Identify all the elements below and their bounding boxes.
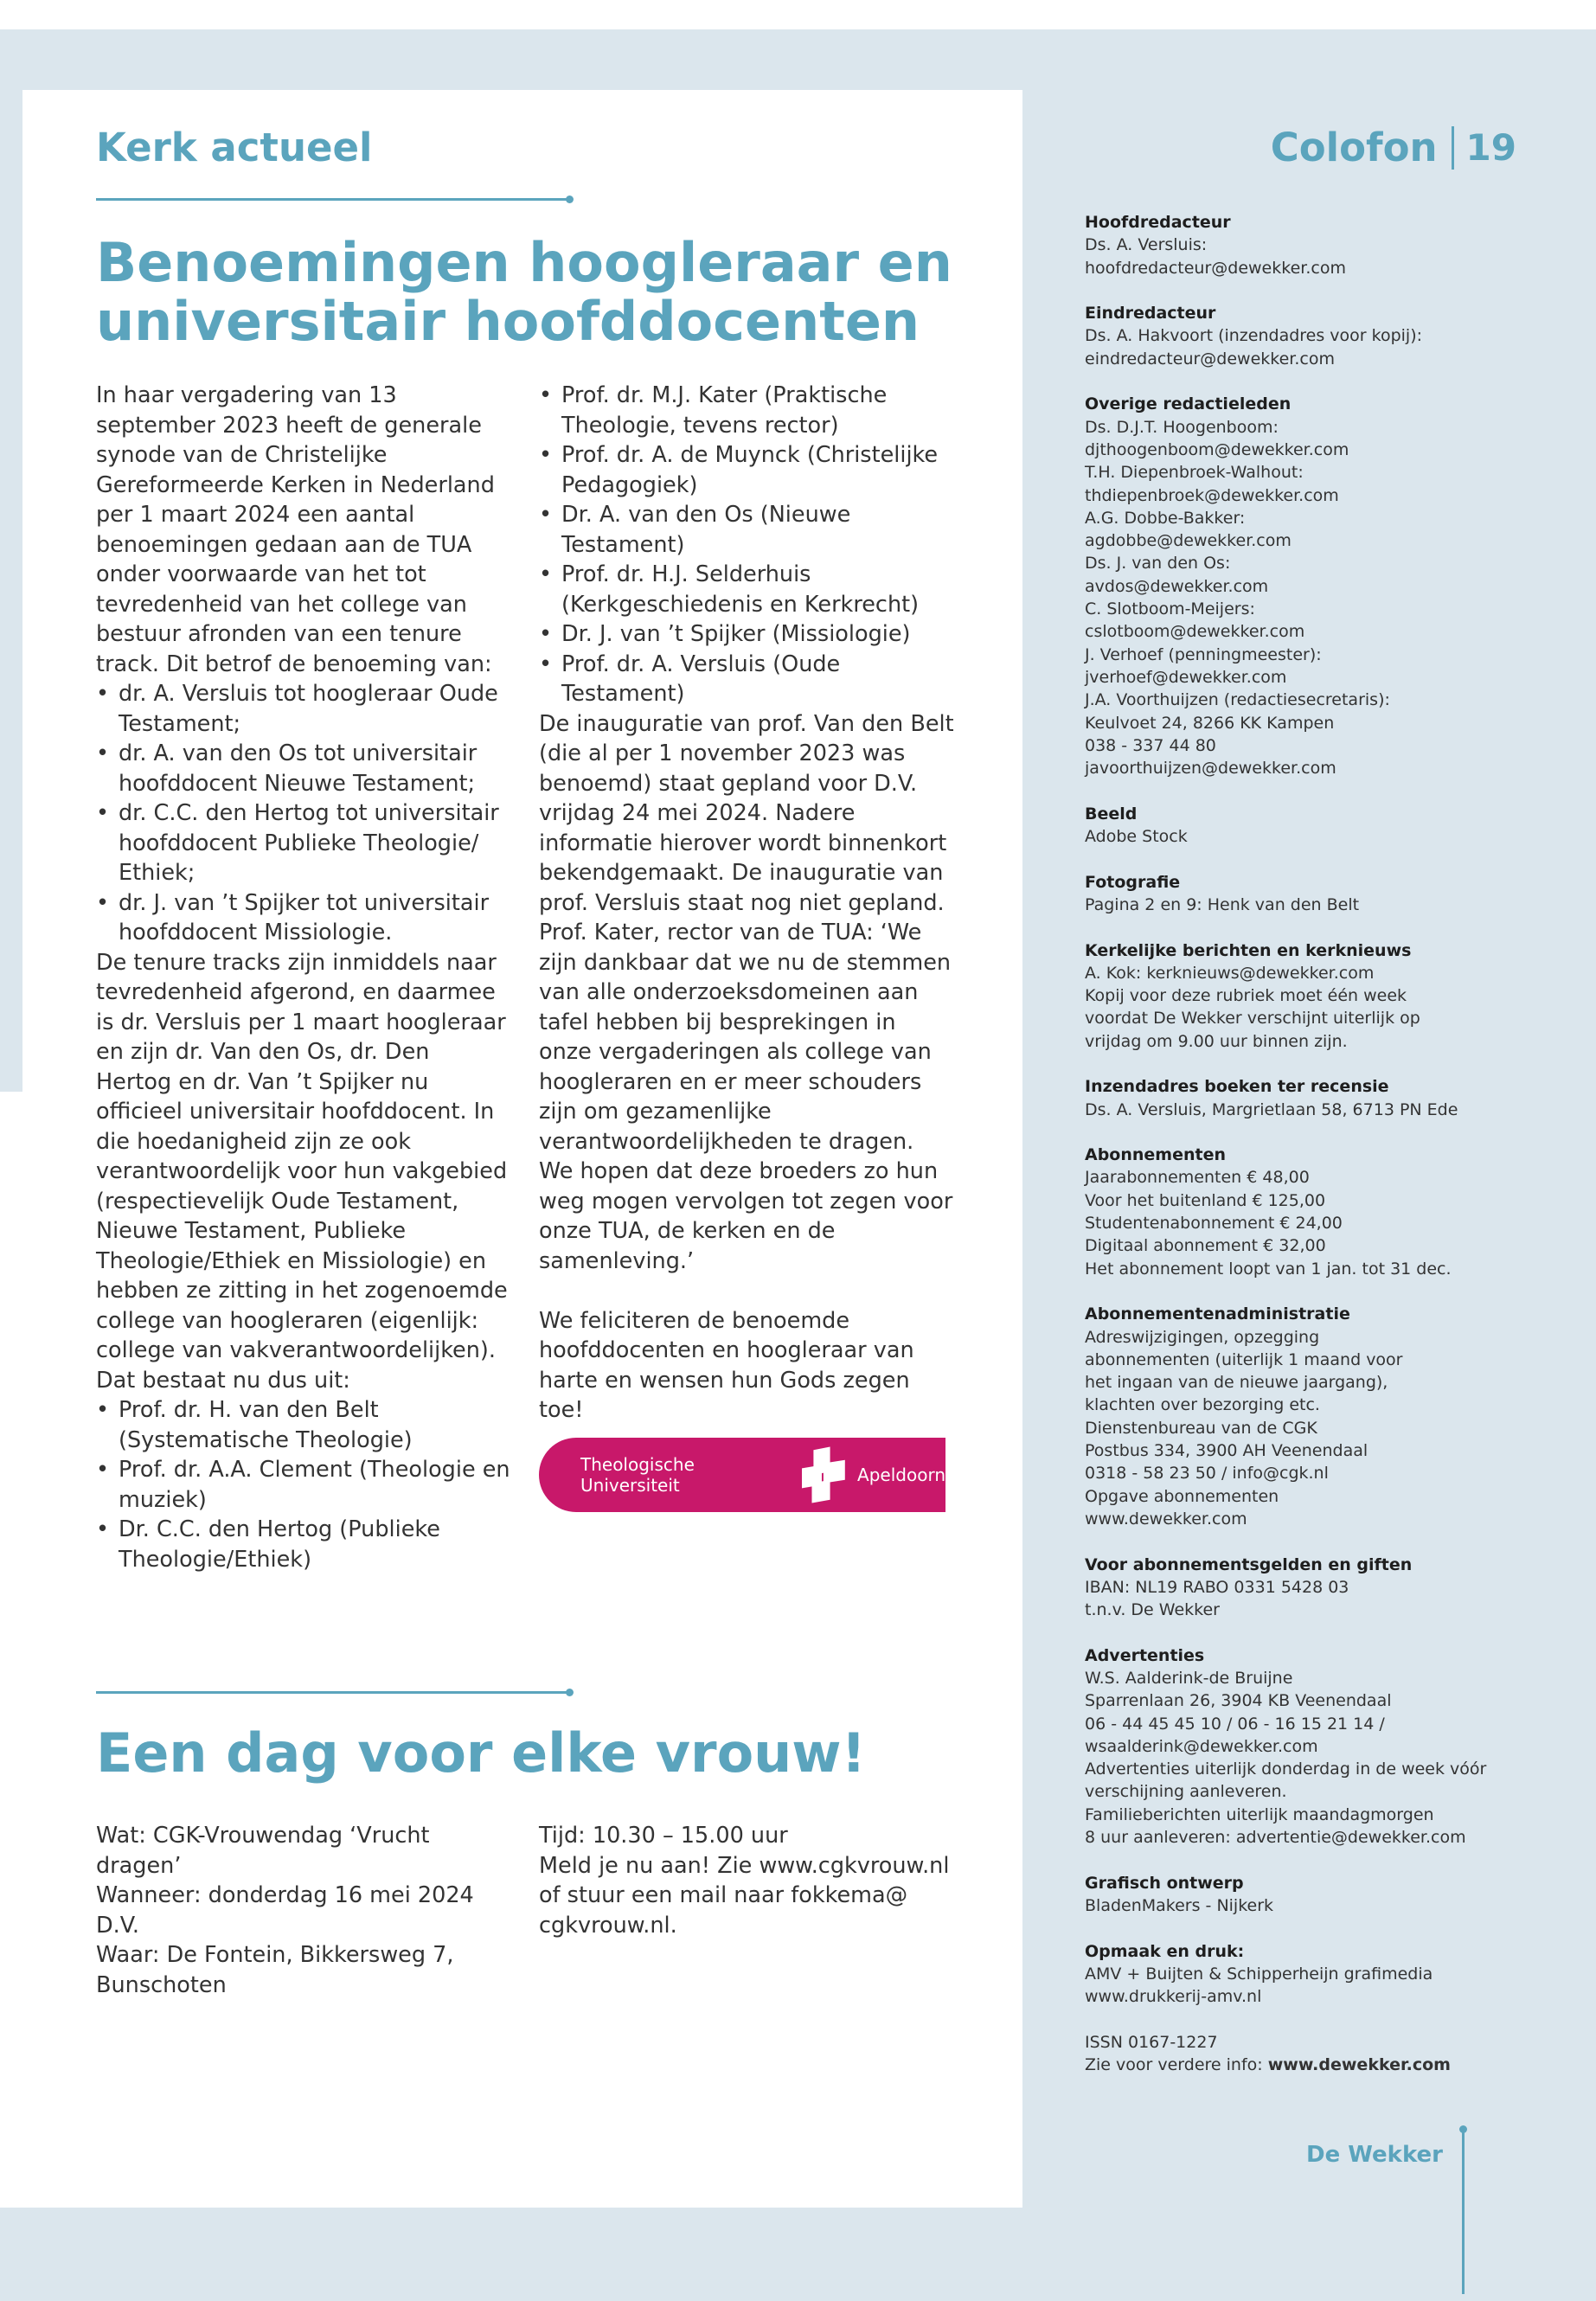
bullet-list [539, 381, 954, 709]
colofon-line: 06 - 44 45 45 10 / 06 - 16 15 21 14 / [1085, 1714, 1385, 1734]
colofon-block [1085, 871, 1517, 917]
tua-logo-left-text: Theologische Universiteit [580, 1454, 695, 1496]
footer-line [1462, 2130, 1465, 2294]
colofon-panel [1085, 211, 1517, 2076]
colofon-line: W.S. Aalderink-de Bruijne [1085, 1669, 1293, 1688]
colofon-heading: Opmaak en druk: [1085, 1941, 1245, 1961]
colofon-heading: Abonnementenadministratie [1085, 1304, 1350, 1324]
bullet-list [96, 1395, 511, 1574]
colofon-line: agdobbe@dewekker.com [1085, 531, 1292, 551]
colofon-line: J. Verhoef (penningmeester): [1085, 644, 1322, 664]
colofon-line: Ds. D.J.T. Hoogenboom: [1085, 417, 1279, 437]
list-item: • Dr. A. van den Os (Nieuwe Testament) [539, 500, 954, 560]
list-item: • Prof. dr. M.J. Kater (Praktische Theologie, tevens rector) [539, 381, 954, 440]
colofon-block [1085, 211, 1517, 279]
list-item: • Dr. J. van ’t Spijker (Missiologie) [539, 619, 954, 650]
colofon-line: Ds. J. van den Os: [1085, 554, 1231, 574]
colofon-block [1085, 1075, 1517, 1121]
paragraph-spacer [539, 1276, 954, 1306]
divider-rule [96, 198, 570, 201]
colofon-block [1085, 1644, 1517, 1849]
article-column-1 [96, 381, 511, 1574]
colofon-line: thdiepenbroek@dewekker.com [1085, 485, 1339, 505]
paragraph: Wanneer: donderdag 16 mei 2024 D.V. [96, 1882, 474, 1939]
list-item: • Prof. dr. A.A. Clement (Theologie en muziek) [96, 1455, 511, 1515]
paragraph: Dat bestaat nu dus uit: [96, 1367, 350, 1394]
colofon-line: Adreswijzigingen, opzegging [1085, 1327, 1320, 1347]
list-item: • dr. A. Versluis tot hoogleraar Oude Testament; [96, 679, 511, 739]
colofon-line: ISSN 0167-1227 [1085, 2032, 1218, 2052]
colofon-line: Studentenabonnement € 24,00 [1085, 1214, 1343, 1234]
list-item: • dr. C.C. den Hertog tot universitair hoofddocent Publieke Theologie/ Ethiek; [96, 798, 511, 888]
colofon-line: Advertenties uiterlijk donderdag in de week vóór [1085, 1759, 1487, 1779]
event-details-column-1 [96, 1821, 511, 2000]
colofon-block [1085, 393, 1517, 779]
colofon-line: 8 uur aanleveren: advertentie@dewekker.com [1085, 1828, 1466, 1848]
colofon-line: javoorthuijzen@dewekker.com [1085, 759, 1336, 779]
colofon-line: avdos@dewekker.com [1085, 576, 1269, 596]
paragraph: De tenure tracks zijn inmiddels naar tevredenheid afgerond, en daarmee is dr. Versluis per 1 maart hoogleraar en zijn dr. Van den Os, dr. Den Hertog en dr. Van ’t Spijker nu officieel universitair hoofddocent. In die hoedanigheid zijn ze ook verantwoordelijk voor hun vakgebied (respectievelijk Oude Testament, Nieuwe Testament, Publieke Theologie/Ethiek en Missiologie) en hebben ze zitting in het zogenoemde college van hoogleraren (eigenlijk: college van vakverantwoordelijken). [96, 949, 508, 1363]
footer-brand: De Wekker [1306, 2142, 1443, 2168]
paragraph: Tijd: 10.30 – 15.00 uur [539, 1823, 788, 1849]
paragraph: We feliciteren de benoemde hoofddocenten en hoogleraar van harte en wensen hun Gods zegen toe! [539, 1307, 914, 1423]
left-stripe [0, 1092, 22, 2208]
paragraph: In haar vergadering van 13 september 2023 heeft de generale synode van de Christelijke Gereformeerde Kerken in Nederland per 1 maart 2024 een aantal benoemingen gedaan aan de TUA onder voorwaarde van het tot tevredenheid van het college van bestuur afronden van een tenure track. Dit betrof de benoeming van: [96, 382, 495, 677]
colofon-heading: Hoofdredacteur [1085, 213, 1231, 232]
title-separator [1452, 126, 1454, 170]
colofon-heading: Abonnementen [1085, 1145, 1227, 1165]
colofon-line: t.n.v. De Wekker [1085, 1600, 1220, 1620]
colofon-line: Dienstenbureau van de CGK [1085, 1418, 1317, 1438]
colofon-line: Postbus 334, 3900 AH Veenendaal [1085, 1441, 1368, 1461]
more-info-label: Zie voor verdere info: [1085, 2055, 1268, 2075]
colofon-line: Adobe Stock [1085, 827, 1188, 847]
colofon-line: BladenMakers - Nijkerk [1085, 1895, 1274, 1915]
colofon-line: Pagina 2 en 9: Henk van den Belt [1085, 894, 1360, 914]
colofon-block [1085, 1303, 1517, 1530]
colofon-title: Colofon [1270, 125, 1438, 170]
colofon-line: www.dewekker.com [1085, 1509, 1247, 1529]
colofon-heading: Beeld [1085, 804, 1138, 824]
colofon-block [1085, 803, 1517, 849]
colofon-header [1271, 125, 1516, 170]
list-item: • dr. A. van den Os tot universitair hoofddocent Nieuwe Testament; [96, 739, 511, 798]
section-label: Kerk actueel [96, 125, 373, 170]
colofon-line: abonnementen (uiterlijk 1 maand voor [1085, 1349, 1403, 1369]
colofon-line: T.H. Diepenbroek-Walhout: [1085, 463, 1304, 483]
colofon-heading: Overige redactieleden [1085, 394, 1292, 414]
colofon-line: www.drukkerij-amv.nl [1085, 1987, 1262, 2007]
colofon-line: het ingaan van de nieuwe jaargang), [1085, 1373, 1388, 1393]
paragraph: Wat: CGK-Vrouwendag ‘Vrucht dragen’ [96, 1823, 430, 1879]
colofon-line: IBAN: NL19 RABO 0331 5428 03 [1085, 1577, 1349, 1597]
colofon-line: voordat De Wekker verschijnt uiterlijk op [1085, 1009, 1420, 1029]
colofon-line: Ds. A. Hakvoort (inzendadres voor kopij): [1085, 326, 1423, 346]
divider-rule [96, 1691, 570, 1694]
colofon-line: A.G. Dobbe-Bakker: [1085, 508, 1246, 528]
colofon-line: verschijning aanleveren. [1085, 1782, 1287, 1802]
list-item: • Prof. dr. H. van den Belt (Systematische Theologie) [96, 1395, 511, 1455]
colofon-line: C. Slotboom-Meijers: [1085, 599, 1255, 619]
list-item: • Prof. dr. A. Versluis (Oude Testament) [539, 650, 954, 709]
colofon-more-info [1085, 2054, 1517, 2076]
colofon-heading: Kerkelijke berichten en kerknieuws [1085, 940, 1412, 960]
colofon-line: Jaarabonnementen € 48,00 [1085, 1168, 1310, 1188]
colofon-block [1085, 1144, 1517, 1280]
colofon-line: Voor het buitenland € 125,00 [1085, 1190, 1326, 1210]
colofon-line: hoofdredacteur@dewekker.com [1085, 258, 1346, 278]
colofon-line: jverhoef@dewekker.com [1085, 667, 1287, 687]
colofon-line: klachten over bezorging etc. [1085, 1395, 1320, 1415]
colofon-line: Ds. A. Versluis: [1085, 235, 1208, 255]
event-title: Een dag voor elke vrouw! [96, 1721, 866, 1785]
colofon-block [1085, 1940, 1517, 2009]
colofon-block [1085, 2031, 1517, 2077]
colofon-line: Ds. A. Versluis, Margrietlaan 58, 6713 PN Ede [1085, 1099, 1458, 1119]
paragraph: De inauguratie van prof. Van den Belt (die al per 1 november 2023 was benoemd) staat gepland voor D.V. vrijdag 24 mei 2024. Nadere informatie hierover wordt binnenkort bekendgemaakt. De inauguratie van prof. Versluis staat nog niet gepland. [539, 710, 954, 916]
colofon-heading: Advertenties [1085, 1645, 1205, 1665]
colofon-line: cslotboom@dewekker.com [1085, 622, 1305, 642]
colofon-line: 0318 - 58 23 50 / info@cgk.nl [1085, 1464, 1329, 1484]
page-number: 19 [1465, 126, 1516, 169]
colofon-line: A. Kok: kerknieuws@dewekker.com [1085, 963, 1375, 983]
event-details-column-2 [539, 1821, 954, 1940]
colofon-heading: Voor abonnementsgelden en giften [1085, 1554, 1413, 1574]
colofon-heading: Fotografie [1085, 872, 1181, 892]
list-item: • Dr. C.C. den Hertog (Publieke Theologie/Ethiek) [96, 1515, 511, 1574]
colofon-line: J.A. Voorthuijzen (redactiesecretaris): [1085, 690, 1390, 710]
colofon-heading: Inzendadres boeken ter recensie [1085, 1077, 1389, 1097]
list-item: • Prof. dr. A. de Muynck (Christelijke Pedagogiek) [539, 440, 954, 500]
colofon-line: djthoogenboom@dewekker.com [1085, 439, 1349, 459]
colofon-block [1085, 1872, 1517, 1918]
paragraph: Waar: De Fontein, Bikkersweg 7, Bunschoten [96, 1942, 454, 1998]
colofon-line: AMV + Buijten & Schipperheijn grafimedia [1085, 1964, 1433, 1984]
website-link[interactable]: www.dewekker.com [1267, 2055, 1451, 2075]
tua-logo [539, 1438, 945, 1512]
colofon-line: Kopij voor deze rubriek moet één week [1085, 986, 1407, 1006]
colofon-block [1085, 939, 1517, 1053]
colofon-line: Sparrenlaan 26, 3904 KB Veenendaal [1085, 1691, 1392, 1711]
colofon-line: eindredacteur@dewekker.com [1085, 349, 1335, 369]
colofon-line: wsaalderink@dewekker.com [1085, 1736, 1318, 1756]
colofon-line: Keulvoet 24, 8266 KK Kampen [1085, 713, 1335, 733]
list-item: • Prof. dr. H.J. Selderhuis (Kerkgeschiedenis en Kerkrecht) [539, 560, 954, 619]
colofon-line: Opgave abonnementen [1085, 1486, 1279, 1506]
colofon-line: Digitaal abonnement € 32,00 [1085, 1236, 1326, 1256]
colofon-line: Familieberichten uiterlijk maandagmorgen [1085, 1804, 1434, 1824]
list-item: • dr. J. van ’t Spijker tot universitair hoofddocent Missiologie. [96, 888, 511, 948]
colofon-block [1085, 1554, 1517, 1622]
article-column-2 [539, 381, 954, 1426]
colofon-line: vrijdag om 9.00 uur binnen zijn. [1085, 1031, 1348, 1051]
paragraph: Meld je nu aan! Zie www.cgkvrouw.nl of stuur een mail naar fokkema@ cgkvrouw.nl. [539, 1852, 950, 1939]
paragraph: Prof. Kater, rector van de TUA: ‘We zijn dankbaar dat we nu de stemmen van alle onderzoeksdomeinen aan tafel hebben bij besprekingen in onze vergaderingen als college van hoogleraren en er meer schouders zijn om gezamenlijke verantwoordelijkheden te dragen. We hopen dat deze broeders zo hun weg mogen vervolgen tot zegen voor onze TUA, de kerken en de samenleving.’ [539, 920, 953, 1274]
colofon-heading: Eindredacteur [1085, 304, 1216, 324]
colofon-heading: Grafisch ontwerp [1085, 1873, 1244, 1893]
bullet-list [96, 679, 511, 948]
colofon-line: 038 - 337 44 80 [1085, 735, 1216, 755]
colofon-line: Het abonnement loopt van 1 jan. tot 31 dec. [1085, 1259, 1452, 1279]
article-title: Benoemingen hoogleraar en universitair hoofddocenten [96, 231, 952, 353]
colofon-block [1085, 302, 1517, 370]
tua-book-icon [802, 1445, 845, 1504]
tua-logo-right-text: Apeldoorn [857, 1465, 945, 1485]
